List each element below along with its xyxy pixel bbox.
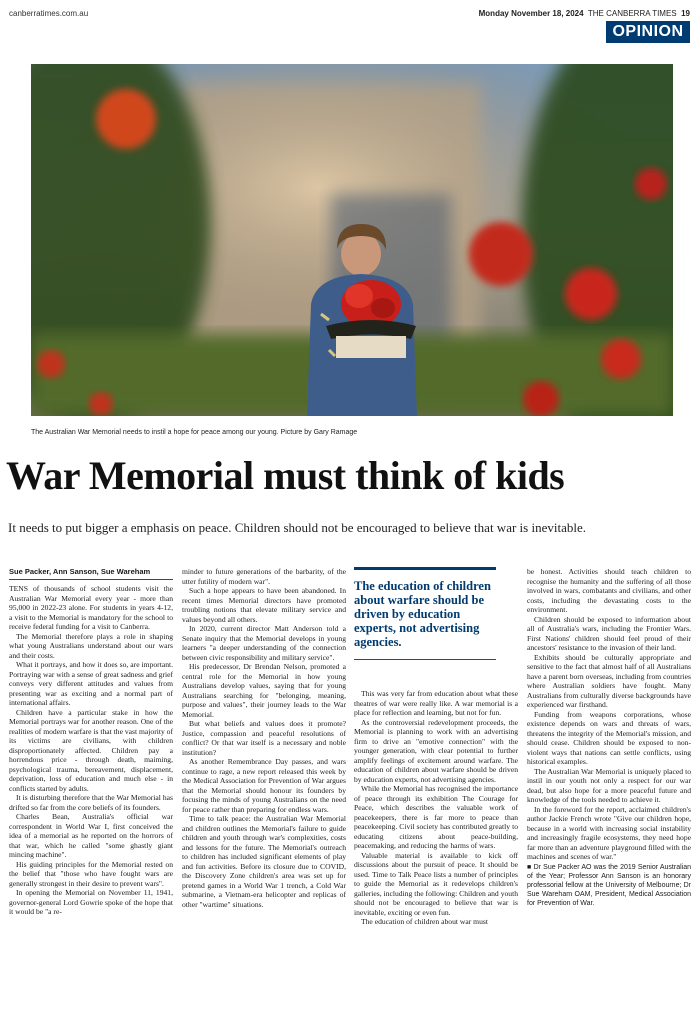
paragraph: Children should be exposed to information about all of Australia's wars, including the Frontier Wars. First Nations' children should feel proud of their ancestors' resistance to the invasion of their land.: [527, 614, 691, 652]
paragraph: In opening the Memorial on November 11, 1941, governor-general Lord Gowrie spoke of the hope that it would be "a re-: [9, 888, 173, 916]
paragraph: In the foreword for the report, acclaimed children's author Jackie French wrote "Give our children hope, because in a world with increasing social instability and increasingly fragile ecosystems, they need hope far more than an adventure playground filled with the machines and scenes of war.": [527, 804, 691, 861]
paragraph: Children have a particular stake in how the Memorial portrays war for another reason. One of the realities of modern warfare is that the vast majority of its victims are civilians, with children disproportionately affected. Children pay a horrendous price - through death, maiming, psychological trauma, bereavement, displacement, deprivation, loss of education and much else - in conflicts started by adults.: [9, 707, 173, 793]
page-number: 19: [681, 9, 690, 18]
paragraph: As another Remembrance Day passes, and wars continue to rage, a new report released this week by the Medical Association for Prevention of War argues that the Memorial should honour its founders by focusing the minds of young Australians on the need for peace rather than preparing for endless wars.: [182, 757, 346, 814]
paragraph: But what beliefs and values does it promote? Justice, compassion and peaceful resolutions of conflict? Or that war itself is a necessary and noble institution?: [182, 719, 346, 757]
column-2: [182, 567, 346, 909]
paragraph: The education of children about war must: [361, 917, 488, 926]
lead-photo: [31, 64, 673, 416]
standfirst: It needs to put bigger a emphasis on peace. Children should not be encouraged to believe that war is inevitable.: [8, 520, 586, 535]
paragraph: As the controversial redevelopment proceeds, the Memorial is planning to work with an advertising firm to drive an "emotive connection" with the younger generation, with clear potential to further amplify feelings of excitement around warfare. The education of children about warfare should be driven by education experts, not advertising agencies.: [354, 717, 518, 784]
column-3: [354, 689, 518, 927]
author-bio-text: Dr Sue Packer AO was the 2019 Senior Australian of the Year; Professor Ann Sanson is an honorary professorial fellow at the University of Melbourne; Dr Sue Wareham OAM, President, Medical Association for Prevention of War.: [527, 863, 691, 907]
paragraph: Funding from weapons corporations, whose existence depends on wars and threats of wars, threatens the integrity of the Memorial's mission, and should cease. Children should be exposed to non-violent ways that nations can settle conflicts, using historical examples.: [527, 709, 691, 766]
section-label: OPINION: [606, 21, 690, 43]
headline: War Memorial must think of kids: [6, 453, 565, 498]
column-4: [527, 567, 691, 908]
paragraph: The Australian War Memorial is uniquely placed to instil in our youth not only a respect for our war dead, but also hope for a more peaceful future and knowledge of the tools needed to achieve it.: [527, 766, 691, 804]
site-url[interactable]: canberratimes.com.au: [9, 9, 89, 18]
paragraph: His guiding principles for the Memorial rested on the belief that "those who have fought wars are generally strongest in their desire to prevent wars".: [9, 859, 173, 888]
pull-quote: [354, 567, 496, 660]
paragraph: It is disturbing therefore that the War Memorial has drifted so far from the core beliefs of its founders.: [9, 793, 173, 812]
article-body: [9, 567, 691, 1019]
paragraph: In 2020, current director Matt Anderson told a Senate inquiry that the Memorial develops in young learners "a deeper understanding of the connection between civic responsibility and military service".: [182, 624, 346, 662]
paper-name: THE CANBERRA TIMES: [587, 9, 677, 18]
paragraph: Such a hope appears to have been abandoned. In recent times Memorial directors have promoted troubling notions that elevate military service and values beyond all others.: [182, 586, 346, 624]
paragraph: be honest. Activities should teach children to recognise the humanity and the suffering of all those involved in wars, combatants and civilians, and other costs, including the devastating costs to the environment.: [527, 567, 691, 614]
paragraph: minder to future generations of the barbarity, of the utter futility of modern war".: [182, 567, 346, 586]
paragraph: Exhibits should be culturally appropriate and sensitive to the fact that almost half of all Australians have a parent born overseas, including from countries where Australian soldiers have fought. Many Australians from culturally diverse backgrounds have experienced war firsthand.: [527, 652, 691, 709]
masthead: [9, 7, 690, 43]
column-1: [9, 567, 173, 917]
lead-photo-illustration: [31, 64, 673, 416]
paragraph: TENS of thousands of school students visit the Australian War Memorial every year - more than 95,000 in 2022-23 alone. For students in years 4-12, a visit to the Memorial is mandatory for the school to receive federal funding for a visit to Canberra.: [9, 584, 173, 631]
paragraph: While the Memorial has recognised the importance of peace through its exhibition The Courage for Peace, which describes the valuable work of peacekeepers, there is far more to peace than peacekeeping. Civil society has contributed greatly to educating citizens about peace-building, peacemaking, and reducing the harms of wars.: [354, 784, 518, 850]
paragraph: His predecessor, Dr Brendan Nelson, promoted a central role for the Memorial in how young Australians develop values, saying that for young Australians searching for "belonging, meaning, purpose and values", their journey leads to the War Memorial.: [182, 662, 346, 719]
pull-quote-text: The education of children about warfare should be driven by education experts, not advertising agencies.: [354, 579, 491, 649]
author-bio: ■ Dr Sue Packer AO was the 2019 Senior Australian of the Year; Professor Ann Sanson is an honorary professorial fellow at the University of Melbourne; Dr Sue Wareham OAM, President, Medical Association for Prevention of War.: [527, 863, 691, 907]
paragraph: Time to talk peace: the Australian War Memorial and children outlines the Memorial's failure to guide children and youth through war's complexities, costs and lessons for the future. The Memorial's outreach to children has included significant elements of play and fun activities. Before its closure due to COVID, the Discovery Zone children's area was set up for pretend games in a World War 1 trench, a Cold War submarine, a Vietnam-era helicopter and replicas of other "wartime" situations.: [182, 814, 346, 909]
photo-caption: The Australian War Memorial needs to instil a hope for peace among our young. Picture by Gary Ramage: [31, 429, 358, 436]
paragraph: The Memorial therefore plays a role in shaping what young Australians understand about our wars and their costs.: [9, 631, 173, 660]
paragraph: What it portrays, and how it does so, are important. Portraying war with a sense of great sadness and grief conveys very different attitudes and values from presenting war as exciting and a normal part of international affairs.: [9, 660, 173, 707]
paragraph: This was very far from education about what these theatres of war were really like. A war memorial is a place for reflection and learning, but not for fun.: [354, 689, 518, 717]
paragraph: Valuable material is available to kick off discussions about the pursuit of peace. It should be used. Time to Talk Peace lists a number of principles to guide the Memorial as it redevelops children's galleries, including the following: Children and youth should not be encouraged to believe that war is inevitable, exciting or even fun.: [354, 850, 518, 917]
dateline: [479, 9, 690, 18]
issue-date: Monday November 18, 2024: [478, 9, 584, 18]
byline: Sue Packer, Ann Sanson, Sue Wareham: [9, 567, 173, 580]
paragraph: Charles Bean, Australia's official war correspondent in World War I, first conceived the idea of a memorial as he reported on the horrors of that war, which he called "some ghastly giant mincing machine".: [9, 812, 173, 859]
